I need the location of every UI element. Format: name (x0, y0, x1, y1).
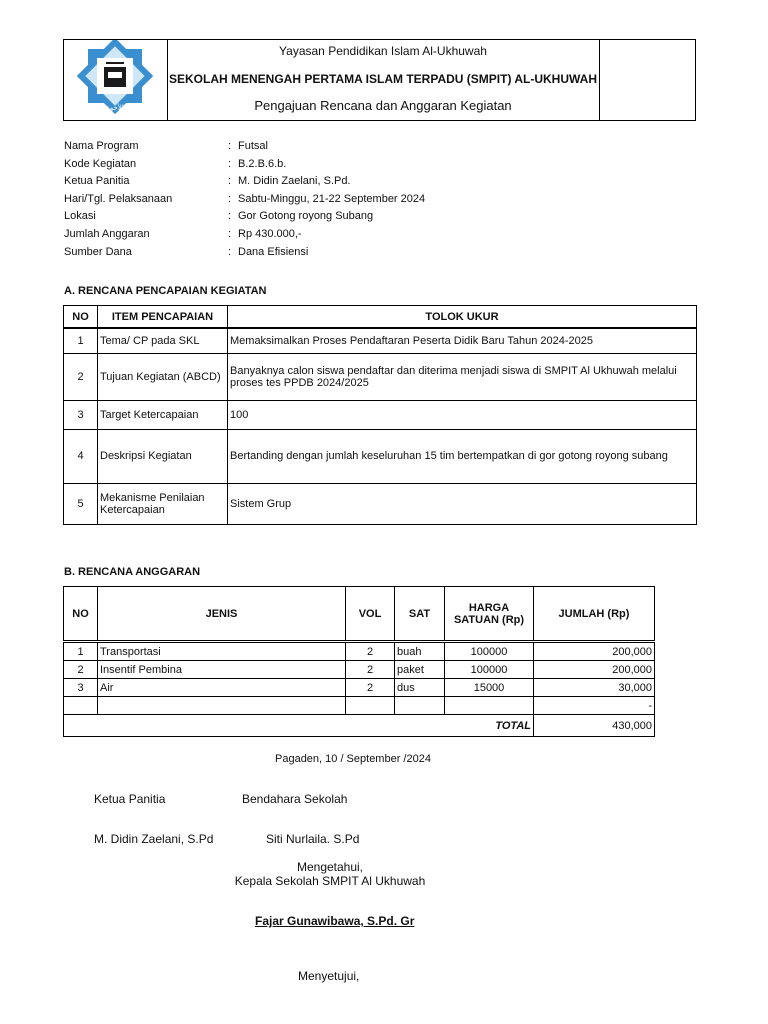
row-vol: 2 (346, 642, 395, 661)
info-colon: : (228, 227, 232, 240)
school-logo-icon (64, 40, 167, 120)
info-row-lokasi (64, 208, 425, 226)
place-date: Pagaden, 10 / September /2024 (275, 753, 431, 765)
info-label: Sumber Dana (64, 245, 132, 258)
info-label: Ketua Panitia (64, 175, 130, 188)
row-item: Tujuan Kegiatan (ABCD) (98, 353, 228, 400)
info-row-program (64, 138, 425, 156)
info-value: Rp 430.000,- (238, 227, 302, 240)
info-row-ketua (64, 173, 425, 191)
document-title: Pengajuan Rencana dan Anggaran Kegiatan (254, 98, 512, 113)
table-row (64, 483, 697, 524)
row-no: 3 (64, 679, 98, 697)
header-sat: SAT (395, 587, 445, 642)
logo-lettering: الأخوة (106, 104, 124, 112)
row-no: 1 (64, 642, 98, 661)
row-no: 3 (64, 400, 98, 429)
info-label: Kode Kegiatan (64, 157, 137, 170)
foundation-name: Yayasan Pendidikan Islam Al-Ukhuwah (279, 44, 487, 58)
header-title-cell (167, 40, 600, 120)
header-no: NO (64, 587, 98, 642)
row-no: 2 (64, 661, 98, 679)
info-value: Gor Gotong royong Subang (238, 210, 374, 223)
bendahara-name: Siti Nurlaila. S.Pd (266, 832, 360, 846)
info-label: Nama Program (64, 140, 139, 152)
row-sat: paket (395, 661, 445, 679)
table-row (64, 400, 697, 429)
table-row (64, 679, 655, 697)
table-header-row (64, 587, 655, 642)
row-no: 4 (64, 429, 98, 483)
program-info (64, 138, 425, 261)
header-vol: VOL (346, 587, 395, 642)
header-harga-satuan: HARGA SATUAN (Rp) (445, 587, 534, 642)
info-label: Lokasi (64, 210, 96, 223)
row-vol: 2 (346, 679, 395, 697)
document-header (63, 39, 696, 121)
school-name: SEKOLAH MENENGAH PERTAMA ISLAM TERPADU (SMPIT) AL-UKHUWAH (169, 72, 597, 86)
table-row (64, 429, 697, 483)
kepala-sekolah-name: Fajar Gunawibawa, S.Pd. Gr (255, 914, 415, 928)
row-tolok: 100 (228, 400, 697, 429)
row-vol (346, 697, 395, 715)
section-a-title: A. RENCANA PENCAPAIAN KEGIATAN (64, 285, 267, 297)
info-value: M. Didin Zaelani, S.Pd. (238, 175, 351, 188)
header-tolok-ukur: TOLOK UKUR (228, 306, 697, 329)
header-blank-cell (599, 40, 695, 120)
row-jenis: Insentif Pembina (98, 661, 346, 679)
kepala-sekolah-title: Kepala Sekolah SMPIT Al Ukhuwah (234, 874, 426, 888)
total-row (64, 715, 655, 737)
info-colon: : (228, 192, 232, 205)
mengetahui-label: Mengetahui, (296, 860, 364, 874)
row-no: 2 (64, 353, 98, 400)
row-sat: dus (395, 679, 445, 697)
row-harga: 100000 (445, 661, 534, 679)
budget-table (63, 586, 655, 737)
row-item: Deskripsi Kegiatan (98, 429, 228, 483)
row-tolok: Bertanding dengan jumlah keseluruhan 15 tim bertempatkan di gor gotong royong subang (228, 429, 697, 483)
ketua-panitia-title: Ketua Panitia (94, 792, 166, 806)
row-jumlah: 200,000 (534, 642, 655, 661)
row-harga: 15000 (445, 679, 534, 697)
row-tolok: Memaksimalkan Proses Pendaftaran Peserta Didik Baru Tahun 2024-2025 (228, 328, 697, 353)
row-harga (445, 697, 534, 715)
info-label: Hari/Tgl. Pelaksanaan (64, 192, 173, 205)
row-jenis: Transportasi (98, 642, 346, 661)
achievement-plan-table (63, 305, 697, 525)
info-colon: : (228, 245, 232, 258)
info-row-sumber-dana (64, 244, 425, 262)
table-row (64, 661, 655, 679)
table-row (64, 353, 697, 400)
info-colon: : (228, 175, 232, 188)
header-no: NO (64, 306, 98, 329)
header-item: ITEM PENCAPAIAN (98, 306, 228, 329)
row-sat (395, 697, 445, 715)
row-jenis: Air (98, 679, 346, 697)
row-vol: 2 (346, 661, 395, 679)
info-colon: : (228, 210, 232, 223)
info-value: Futsal (238, 140, 268, 152)
row-jumlah: 200,000 (534, 661, 655, 679)
row-item: Mekanisme Penilaian Ketercapaian (98, 483, 228, 524)
info-label: Jumlah Anggaran (64, 227, 150, 240)
table-header-row (64, 306, 697, 329)
info-value: Sabtu-Minggu, 21-22 September 2024 (238, 192, 426, 205)
header-jumlah: JUMLAH (Rp) (534, 587, 655, 642)
row-jenis (98, 697, 346, 715)
info-colon: : (228, 140, 232, 152)
menyetujui-label: Menyetujui, (298, 969, 360, 983)
total-label: TOTAL (64, 715, 534, 737)
info-row-kode (64, 156, 425, 174)
row-sat: buah (395, 642, 445, 661)
total-value: 430,000 (534, 715, 655, 737)
logo-cell (64, 40, 168, 120)
info-value: Dana Efisiensi (238, 245, 309, 258)
row-no (64, 697, 98, 715)
header-jenis: JENIS (98, 587, 346, 642)
info-row-tanggal (64, 191, 425, 209)
table-row (64, 642, 655, 661)
table-row (64, 328, 697, 353)
row-jumlah: 30,000 (534, 679, 655, 697)
row-no: 5 (64, 483, 98, 524)
ketua-panitia-name: M. Didin Zaelani, S.Pd (94, 832, 214, 846)
info-value: B.2.B.6.b. (238, 157, 287, 170)
row-tolok: Banyaknya calon siswa pendaftar dan diterima menjadi siswa di SMPIT Al Ukhuwah melalui proses tes PPDB 2024/2025 (228, 353, 697, 400)
row-tolok: Sistem Grup (228, 483, 697, 524)
section-b-title: B. RENCANA ANGGARAN (64, 566, 201, 578)
row-no: 1 (64, 328, 98, 353)
row-harga: 100000 (445, 642, 534, 661)
info-row-anggaran (64, 226, 425, 244)
row-item: Target Ketercapaian (98, 400, 228, 429)
row-jumlah: - (534, 697, 655, 715)
info-colon: : (228, 157, 232, 170)
bendahara-title: Bendahara Sekolah (242, 792, 348, 806)
table-row (64, 697, 655, 715)
row-item: Tema/ CP pada SKL (98, 328, 228, 353)
